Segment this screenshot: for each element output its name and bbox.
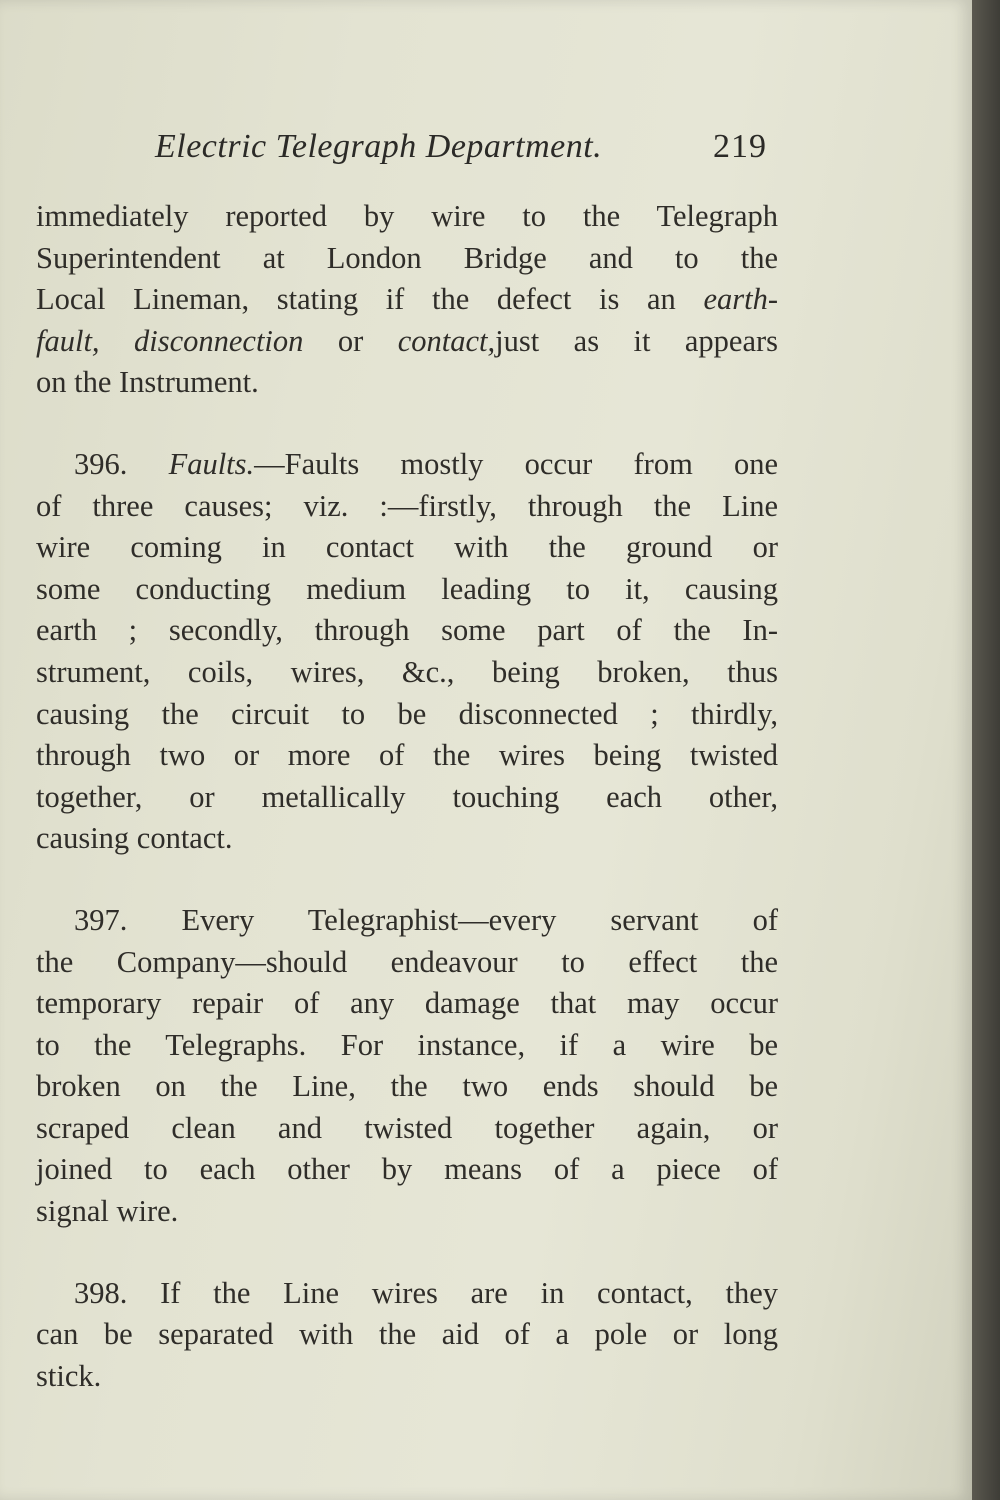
italic-term: fault, — [36, 323, 100, 358]
text-line — [36, 279, 778, 321]
text-line — [36, 321, 778, 363]
paragraph-number: 396. — [74, 446, 128, 481]
text-line: to the Telegraphs. For instance, if a wire be — [36, 1027, 778, 1062]
text-line: joined to each other by means of a piece of — [36, 1152, 778, 1187]
text-fragment: just as it appears — [495, 323, 779, 358]
page-header — [155, 128, 767, 172]
page-number: 219 — [713, 128, 767, 165]
text-line: can be separated with the aid of a pole or long — [36, 1317, 778, 1352]
text-line: through two or more of the wires being twisted — [36, 738, 778, 773]
paragraph-396 — [36, 444, 778, 860]
paragraph-398 — [36, 1273, 778, 1398]
text-line: scraped clean and twisted together again, or — [36, 1110, 778, 1145]
text-line: broken on the Line, the two ends should be — [36, 1069, 778, 1104]
text-line: 398. If the Line wires are in contact, they — [74, 1275, 778, 1310]
text-line: of three causes; viz. :—firstly, through the Line — [36, 488, 778, 523]
text-line: Superintendent at London Bridge and to the — [36, 240, 778, 275]
text-line: immediately reported by wire to the Telegraph — [36, 199, 778, 233]
book-binding-edge — [972, 0, 1000, 1500]
paragraph-continued — [36, 196, 778, 404]
italic-term: earth- — [703, 282, 779, 317]
text-line: signal wire. — [36, 1194, 179, 1229]
text-fragment: or — [337, 323, 364, 358]
text-line — [36, 444, 778, 486]
text-line: earth ; secondly, through some part of the In- — [36, 613, 778, 648]
text-line: strument, coils, wires, &c., being broken, thus — [36, 654, 778, 689]
italic-term: contact, — [397, 323, 496, 358]
italic-term: disconnection — [134, 323, 304, 358]
text-line: the Company—should endeavour to effect the — [36, 944, 778, 979]
text-line: some conducting medium leading to it, causing — [36, 571, 778, 606]
text-line: on the Instrument. — [36, 365, 259, 400]
text-line: causing the circuit to be disconnected ; thirdly, — [36, 696, 778, 731]
text-line: 397. Every Telegraphist—every servant of — [74, 902, 778, 937]
text-fragment: Local Lineman, stating if the defect is an — [36, 282, 676, 317]
text-line: together, or metallically touching each other, — [36, 779, 778, 814]
paragraph-heading: Faults. — [168, 446, 255, 481]
text-line: stick. — [36, 1358, 102, 1393]
paragraph-397 — [36, 900, 778, 1233]
text-fragment: —Faults mostly occur from one — [254, 446, 779, 481]
running-title: Electric Telegraph Department. — [155, 128, 603, 165]
body-text — [36, 196, 778, 1397]
text-line: temporary repair of any damage that may occur — [36, 986, 778, 1021]
text-line: wire coming in contact with the ground or — [36, 530, 778, 565]
text-line: causing contact. — [36, 821, 233, 856]
